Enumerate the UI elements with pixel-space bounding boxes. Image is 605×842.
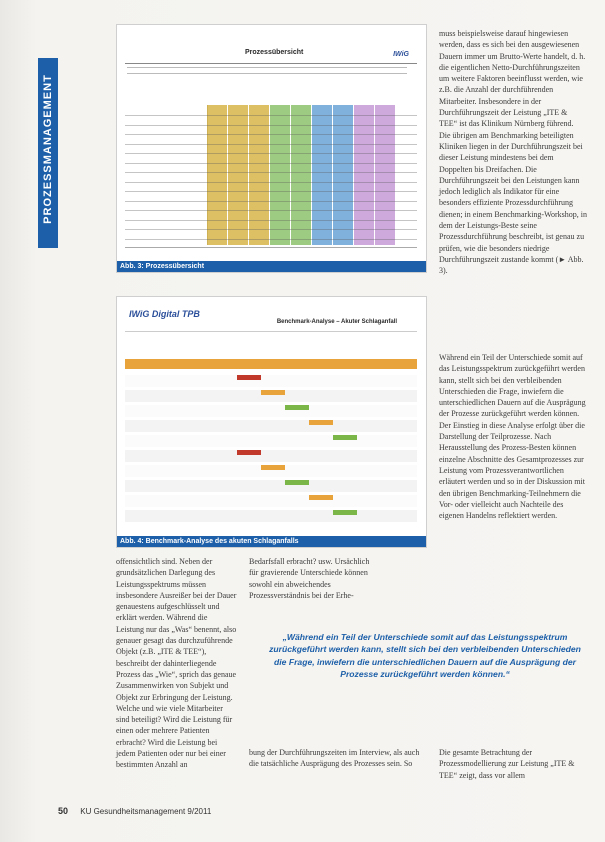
process-table-row-line [125,144,417,145]
section-tab [38,58,58,248]
benchmark-row [125,450,417,462]
benchmark-row [125,465,417,477]
body-text-right-top: muss beispielsweise darauf hingewiesen werden, dass es sich bei den ausgewiesenen Dauern immer um Brutto-Werte handelt, d. h. die eigentlichen Netto-Durchführungszeiten um weitere Faktoren beeinflusst werden, wie z.B. die Anzahl der durchführenden Mitarbeiter. Insbesondere in der Durchführungszeit der Leistung „ITE & TEE“ ist das Klinikum Nürnberg führend. Die übrigen am Benchmarking beteiligten Kliniken liegen in der Durchführungszeit bei dieser Leistung mindestens bei dem Doppelten bis Dreifachen. Die Durchführungszeit bei den Leistungen kann jedoch lediglich als Indikator für eine besonders effiziente Prozessdurchführung dienen; in einem Benchmarking-Workshop, in dem der Leistungs-Beste seine Prozessdurchführung beschreibt, ist genau zu prüfen, wie die besonders niedrige Durchführungszeit zustande kommt (► Abb. 3). [439,29,587,276]
benchmark-rating-cell [285,405,309,410]
benchmark-row [125,510,417,522]
process-table-column [207,105,228,245]
body-text-right-bottom: Die gesamte Betrachtung der Prozessmodellierung zur Leistung „ITE & TEE“ zeigt, dass vor allem [439,748,575,780]
process-table-row-line [125,191,417,192]
process-table-row-line [125,229,417,230]
journal-name: KU Gesundheitsmanagement 9/2011 [80,807,212,816]
figure-benchmark-analysis [116,296,427,548]
process-table-column [270,105,291,245]
section-tab-label: PROZESSMANAGEMENT [42,74,54,224]
page-footer [58,806,211,816]
process-table-column [396,105,417,245]
body-text-middle-bottom: bung der Durchführungszeiten im Interview, als auch die tatsächliche Ausprägung des Prozesses sein. So [249,748,420,769]
benchmark-rating-cell [285,480,309,485]
figure-process-overview [116,24,427,273]
benchmark-header-band [125,359,417,369]
benchmark-rating-cell [333,510,357,515]
benchmark-rating-cell [237,450,261,455]
process-table-column [333,105,354,245]
process-table-row-line [125,201,417,202]
body-text-left: offensichtlich sind. Neben der grundsätzlichen Darlegung des Leistungsspektrums müssen insbesondere Ausreißer bei der Dauer genauestens aufgeschlüsselt und erklärt werden. Während die Leistung nur das „Was“ benennt, also genauer gesagt das durchzuführende Objekt (z.B. „ITE & TEE“), beschreibt der dahinterliegende Prozess das „Wie“, sprich das genaue Zusammenwirken von Subjekt und Objekt zur Erbringung der Leistung. Welche und wie viele Mitarbeiter sind beteiligt? Wird die Leistung für einen oder mehrere Patienten erbracht? Wird die Leistung bei jedem Patienten oder nur bei einer bestimmten Anzahl an [116,557,237,770]
process-table-column [228,105,249,245]
figure1-title: Prozessübersicht [245,49,304,56]
process-table-row-line [125,210,417,211]
process-table-column [354,105,375,245]
figure1-caption: Abb. 3: Prozessübersicht [117,261,426,272]
benchmark-row [125,405,417,417]
benchmark-rating-cell [261,390,285,395]
figure1-meta-line [127,73,407,74]
process-table [125,105,417,245]
page-number: 50 [58,806,69,816]
process-table-column [291,105,312,245]
benchmark-rating-cell [333,435,357,440]
body-text-right-mid: Während ein Teil der Unterschiede somit auf das Leistungsspektrum zurückgeführt werden kann, stellt sich bei den verbleibenden Unterschieden die Frage, inwiefern die unterschiedlichen Dauern auf die Ausprägung der Prozesse zurückgeführt werden können. Der Einstieg in diese Analyse erfolgt über die Darstellung der Teilprozesse. Nach Herausstellung des Prozess-Besten können einzelne Abschnitte des Gesamtprozesses zur Leistung vom Prozessverantwortlichen erläutert werden und so in der Diskussion mit den übrigen Benchmarking-Teilnehmern die Vor- oder vielleicht auch Nachteile des eigenen Handelns reflektiert werden. [439,353,586,521]
process-table-column [249,105,270,245]
benchmark-row [125,390,417,402]
iwig-logo: IWiG [393,51,409,58]
process-table-row-line [125,220,417,221]
benchmark-rating-cell [261,465,285,470]
figure2-title: Benchmark-Analyse – Akuter Schlaganfall [276,319,397,325]
figure2-caption: Abb. 4: Benchmark-Analyse des akuten Schlaganfalls [117,536,426,547]
process-table-row-line [125,125,417,126]
figure2-header [125,307,417,332]
benchmark-row [125,435,417,447]
process-table-row-line [125,153,417,154]
process-table-row-line [125,172,417,173]
process-table-label-column [125,105,208,245]
benchmark-row [125,420,417,432]
benchmark-rating-cell [309,495,333,500]
benchmark-row [125,480,417,492]
process-table-row-line [125,134,417,135]
benchmark-table [125,359,417,527]
process-table-row-line [125,182,417,183]
process-table-row-line [125,239,417,240]
figure1-meta-line [127,67,407,68]
iwig-digital-logo: IWiG Digital TPB [129,309,200,319]
benchmark-row [125,495,417,507]
process-table-column [312,105,333,245]
process-table-row-line [125,115,417,116]
figure1-header [125,45,417,64]
process-table-row-line [125,163,417,164]
benchmark-row [125,375,417,387]
process-table-column [375,105,396,245]
body-text-middle: Bedarfsfall erbracht? usw. Ursächlich für gravierende Unterschiede können sowohl ein abweichendes Prozessverständnis bei der Erhe- [249,557,370,600]
pull-quote: „Während ein Teil der Unterschiede somit auf das Leistungsspektrum zurückgeführt werden kann, stellt sich bei den verbleibenden Unterschieden die Frage, inwiefern die unterschiedlichen Dauern auf die Ausprägung der Prozesse zurückgeführt werden können.“ [269,632,581,680]
benchmark-rating-cell [309,420,333,425]
benchmark-rating-cell [237,375,261,380]
